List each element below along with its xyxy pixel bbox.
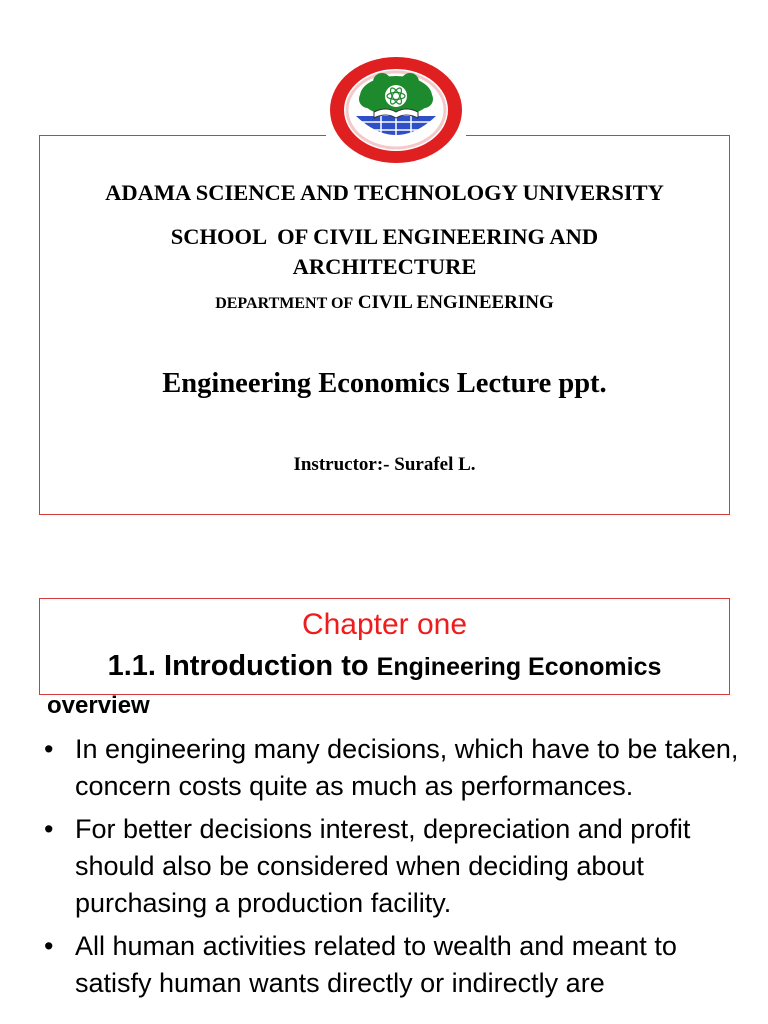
section-heading xyxy=(39,650,730,683)
university-seal-icon xyxy=(326,54,466,166)
department-name xyxy=(39,292,730,314)
section-number-intro: 1.1. Introduction to xyxy=(107,650,369,682)
bullet-item: • In engineering many decisions, which have to be taken, concern costs quite as much as performances. xyxy=(44,731,744,805)
department-title: CIVIL ENGINEERING xyxy=(357,292,554,313)
instructor-name: Instructor:- Surafel L. xyxy=(293,454,476,475)
bullet-item: • All human activities related to wealth and meant to satisfy human wants directly or indirectly are xyxy=(44,928,744,1002)
university-name: ADAMA SCIENCE AND TECHNOLOGY UNIVERSITY xyxy=(105,180,664,205)
bullet-list xyxy=(44,731,744,1008)
school-name-line2: ARCHITECTURE xyxy=(292,254,477,279)
course-title: Engineering Economics Lecture ppt. xyxy=(162,368,607,399)
school-name xyxy=(39,222,730,282)
school-name-line1: SCHOOL OF CIVIL ENGINEERING AND xyxy=(170,224,599,249)
section-topic: Engineering Economics xyxy=(376,653,662,681)
bullet-item: • For better decisions interest, depreciation and profit should also be considered when deciding about purchasing a production facility. xyxy=(44,811,744,922)
chapter-heading: Chapter one xyxy=(301,608,468,641)
department-prefix: DEPARTMENT OF xyxy=(215,295,354,312)
overview-heading: overview xyxy=(47,692,150,719)
